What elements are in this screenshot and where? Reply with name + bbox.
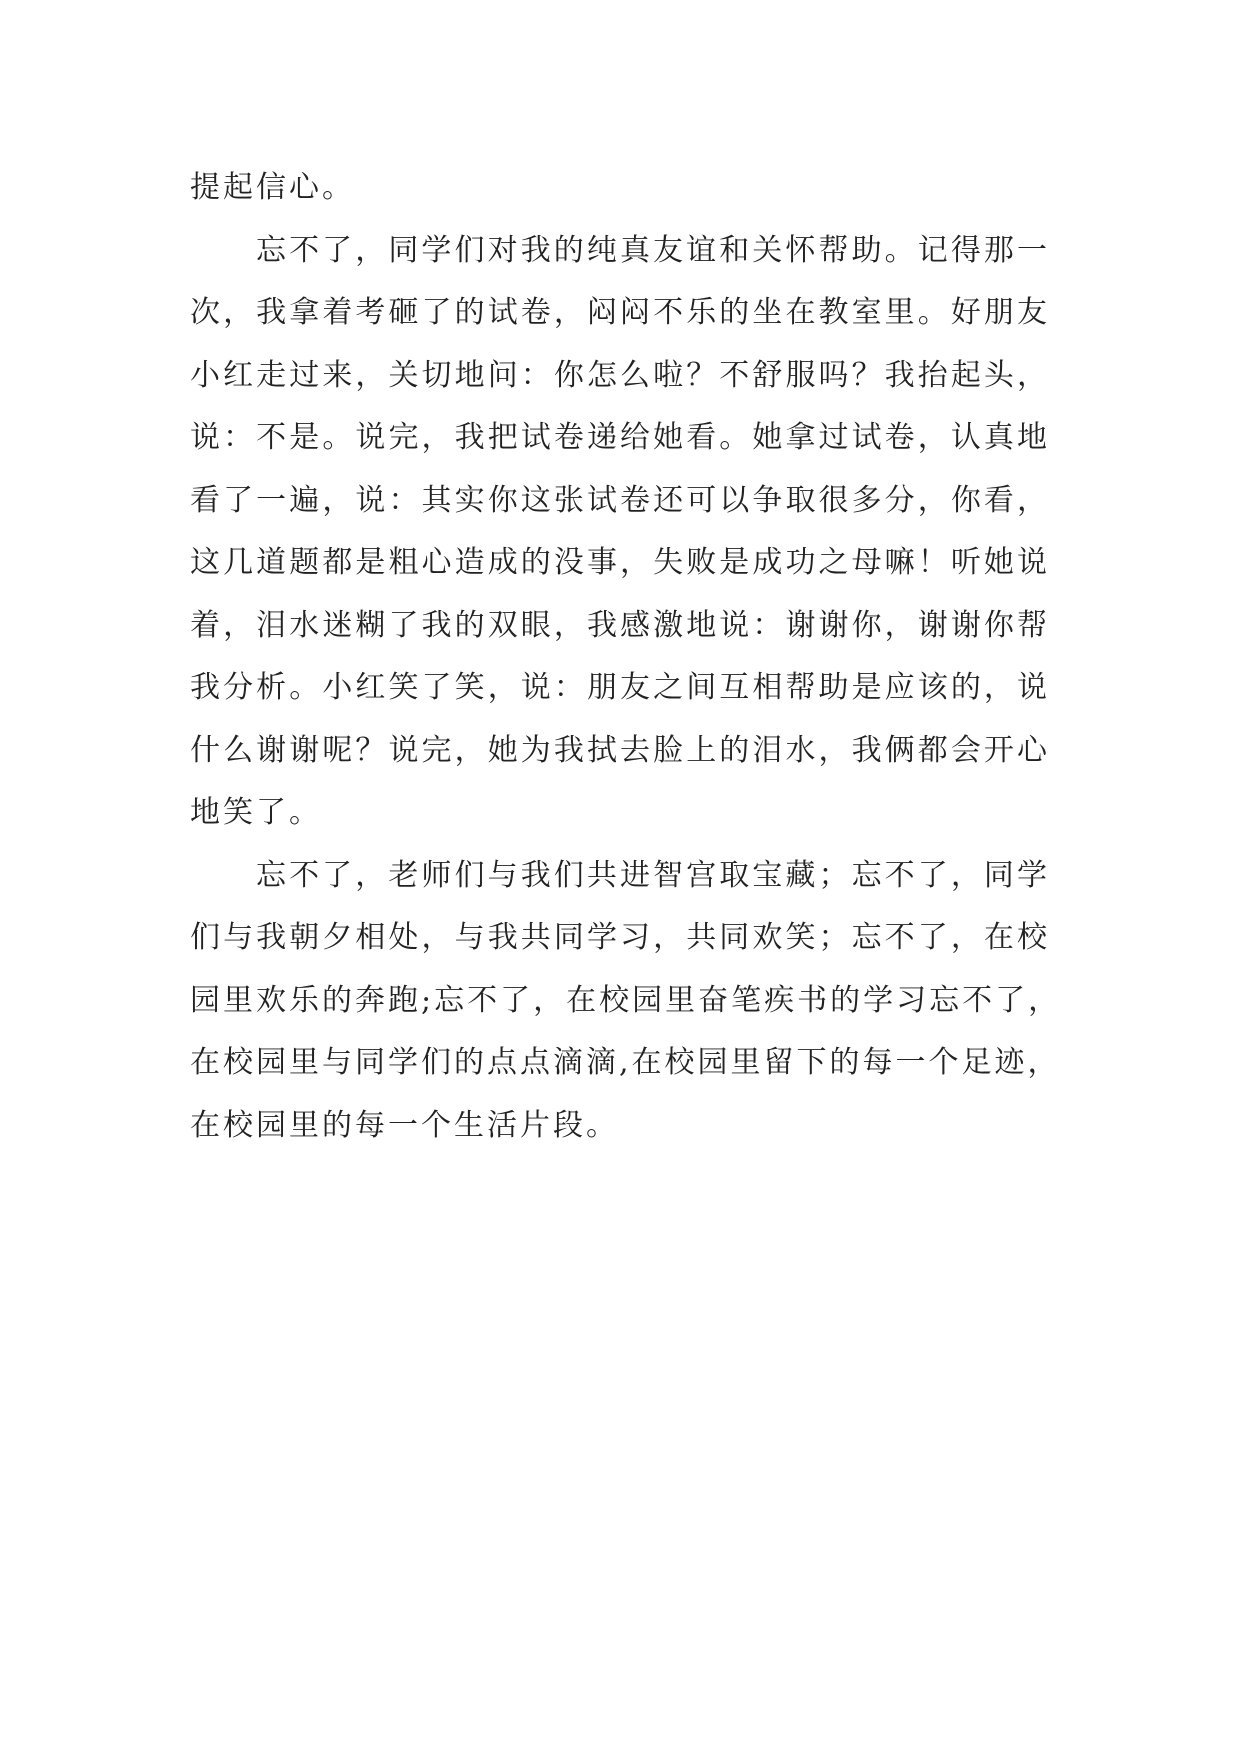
text-line: 忘不了，同学们对我的纯真友谊和关怀帮助。记得那一: [256, 232, 1050, 268]
text-line: 在校园里的每一个生活片段。: [190, 1107, 619, 1143]
text-line: 园里欢乐的奔跑;忘不了，在校园里奋笔疾书的学习忘不了，: [190, 982, 1062, 1018]
text-line: 提起信心。: [190, 170, 355, 205]
text-line: 小红走过来，关切地问：你怎么啦？不舒服吗？我抬起头，: [190, 357, 1050, 393]
text-line: 看了一遍，说：其实你这张试卷还可以争取很多分，你看，: [190, 482, 1050, 518]
text-line: 我分析。小红笑了笑，说：朋友之间互相帮助是应该的，说: [190, 670, 1050, 705]
text-line: 这几道题都是粗心造成的没事，失败是成功之母嘛！听她说: [190, 545, 1050, 580]
text-line: 在校园里与同学们的点点滴滴,在校园里留下的每一个足迹，: [190, 1045, 1061, 1080]
text-line: 什么谢谢呢？说完，她为我拭去脸上的泪水，我俩都会开心: [190, 732, 1050, 768]
text-line: 着，泪水迷糊了我的双眼，我感激地说：谢谢你，谢谢你帮: [190, 607, 1050, 643]
text-line: 忘不了，老师们与我们共进智宫取宝藏；忘不了，同学: [256, 857, 1050, 893]
paragraph-3: [190, 845, 1062, 1158]
text-line: 说：不是。说完，我把试卷递给她看。她拿过试卷，认真地: [190, 420, 1050, 455]
text-line: 地笑了。: [190, 795, 322, 830]
text-line: 次，我拿着考砸了的试卷，闷闷不乐的坐在教室里。好朋友: [190, 295, 1050, 330]
paragraph-2: [190, 220, 1050, 845]
paragraph-1: [190, 157, 1050, 220]
document-body: [190, 157, 1062, 1157]
text-line: 们与我朝夕相处，与我共同学习，共同欢笑；忘不了，在校: [190, 920, 1050, 955]
